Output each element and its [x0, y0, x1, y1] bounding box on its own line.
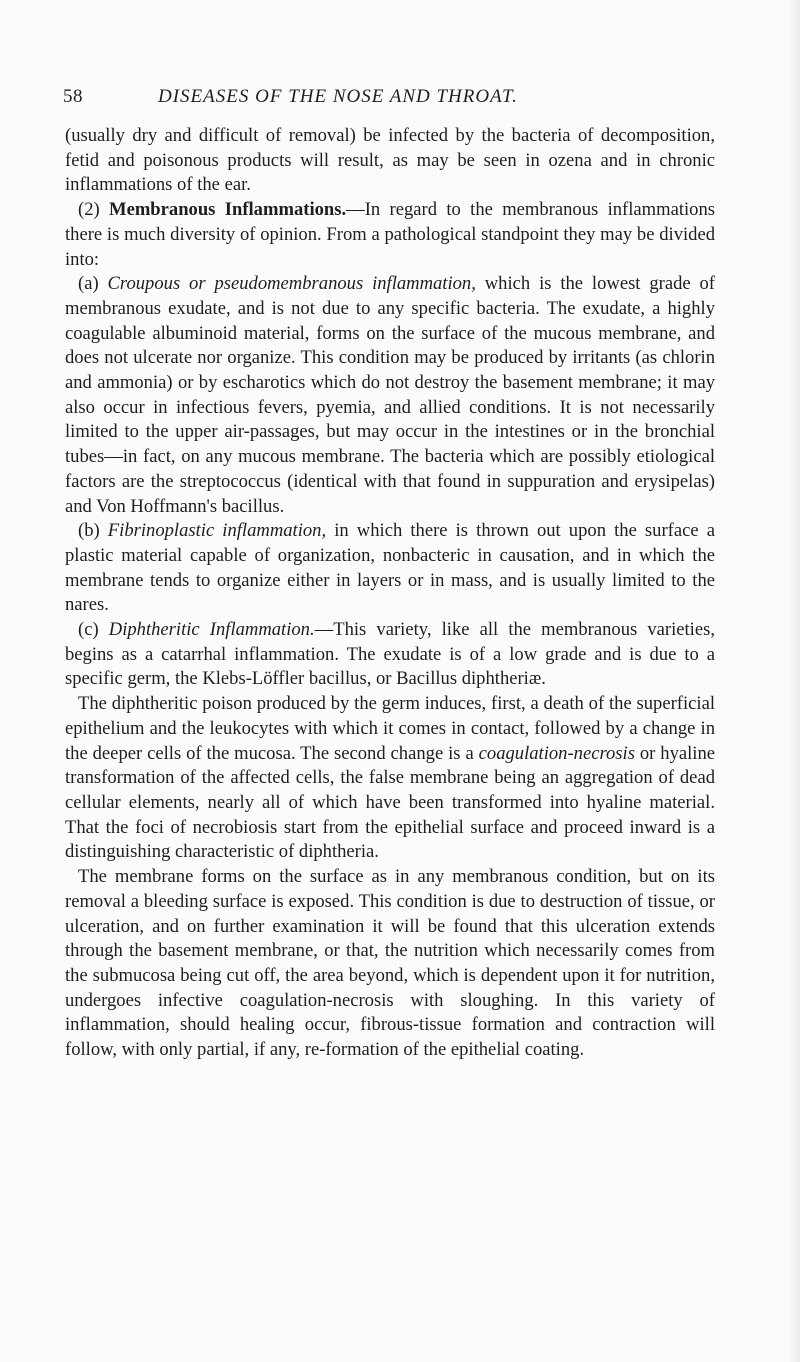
paragraph-fibrinoplastic [65, 519, 715, 618]
paragraph-text: —This variety, like all the membranous varieties, begins as a catarrhal inflammation. The exudate is of a low grade and is due to a specific germ, the Klebs-Löffler bacillus, or Bacillus diphtheriæ. [65, 619, 715, 690]
paragraph-membranous-inflammations [65, 198, 715, 272]
paragraph-membrane-forms [65, 865, 715, 1063]
paragraph-croupous [65, 272, 715, 519]
item-title: Fibrinoplastic inflammation, [107, 520, 327, 542]
body-text [65, 124, 715, 1063]
item-title: Diphtheritic Inflammation. [108, 619, 315, 641]
item-label: (c) [78, 619, 109, 641]
item-label: (a) [78, 273, 108, 295]
paragraph-text: in which there is thrown out upon the surface a plastic material capable of organization, nonbacteric in causation, and in which the membrane tends to organize either in layers or in mass, and is usually limited to the nares. [65, 520, 715, 616]
page-header [63, 86, 717, 116]
paragraph-continuation [65, 124, 715, 198]
page-number: 58 [63, 86, 83, 107]
paragraph-text: (usually dry and difficult of removal) be infected by the bacteria of decomposition, fetid and poisonous products will result, as may be seen in ozena and in chronic inflammations of the ear. [65, 125, 715, 196]
paragraph-text: The diphtheritic poison produced by the germ induces, first, a death of the superficial epithelium and the leukocytes with which it comes in contact, followed by a change in the deeper cells of the mucosa. The second change is a [65, 693, 715, 764]
item-title: Croupous or pseudomembranous inflammation, [107, 273, 476, 295]
paragraph-diphtheritic [65, 618, 715, 692]
item-label: (b) [78, 520, 108, 542]
page-edge-shadow [788, 0, 800, 1362]
section-heading: Membranous Inflammations. [109, 199, 347, 221]
paragraph-text: or hyaline transformation of the affected cells, the false membrane being an aggregation of dead cellular elements, nearly all of which have been transformed into hyaline material. That the foci of necrobiosis start from the epithelial surface and proceed inward is a distinguishing characteristic of diphtheria. [65, 742, 716, 863]
paragraph-diphtheritic-poison [65, 692, 715, 865]
paragraph-text: The membrane forms on the surface as in any membranous condition, but on its removal a bleeding surface is exposed. This condition is due to destruction of tissue, or ulceration, and on further examination it will be found that this ulceration extends through the basement membrane, or that, the nutrition which necessarily comes from the submucosa being cut off, the area beyond, which is dependent upon it for nutrition, undergoes infective coagulation-necrosis with sloughing. In this variety of inflammation, should healing occur, fibrous-tissue formation and contraction will follow, with only partial, if any, re-formation of the epithelial coating. [65, 866, 715, 1061]
emphasized-term: coagulation-necrosis [478, 742, 635, 764]
section-number: (2) [78, 199, 110, 221]
paragraph-text: —In regard to the membranous inflammations there is much diversity of opinion. From a pathological standpoint they may be divided into: [65, 199, 715, 270]
running-head: DISEASES OF THE NOSE AND THROAT. [158, 86, 518, 107]
paragraph-text: which is the lowest grade of membranous exudate, and is not due to any specific bacteria. The exudate, a highly coagulable albuminoid material, forms on the surface of the mucous membrane, and does not ulcerate nor organize. This condition may be produced by irritants (as chlorin and ammonia) or by escharotics which do not destroy the basement membrane; it may also occur in infectious fevers, pyemia, and allied conditions. It is not necessarily limited to the upper air-passages, but may occur in the intestines or in the bronchial tubes—in fact, on any mucous membrane. The bacteria which are possibly etiological factors are the streptococcus (identical with that found in suppuration and erysipelas) and Von Hoffmann's bacillus. [65, 273, 715, 517]
